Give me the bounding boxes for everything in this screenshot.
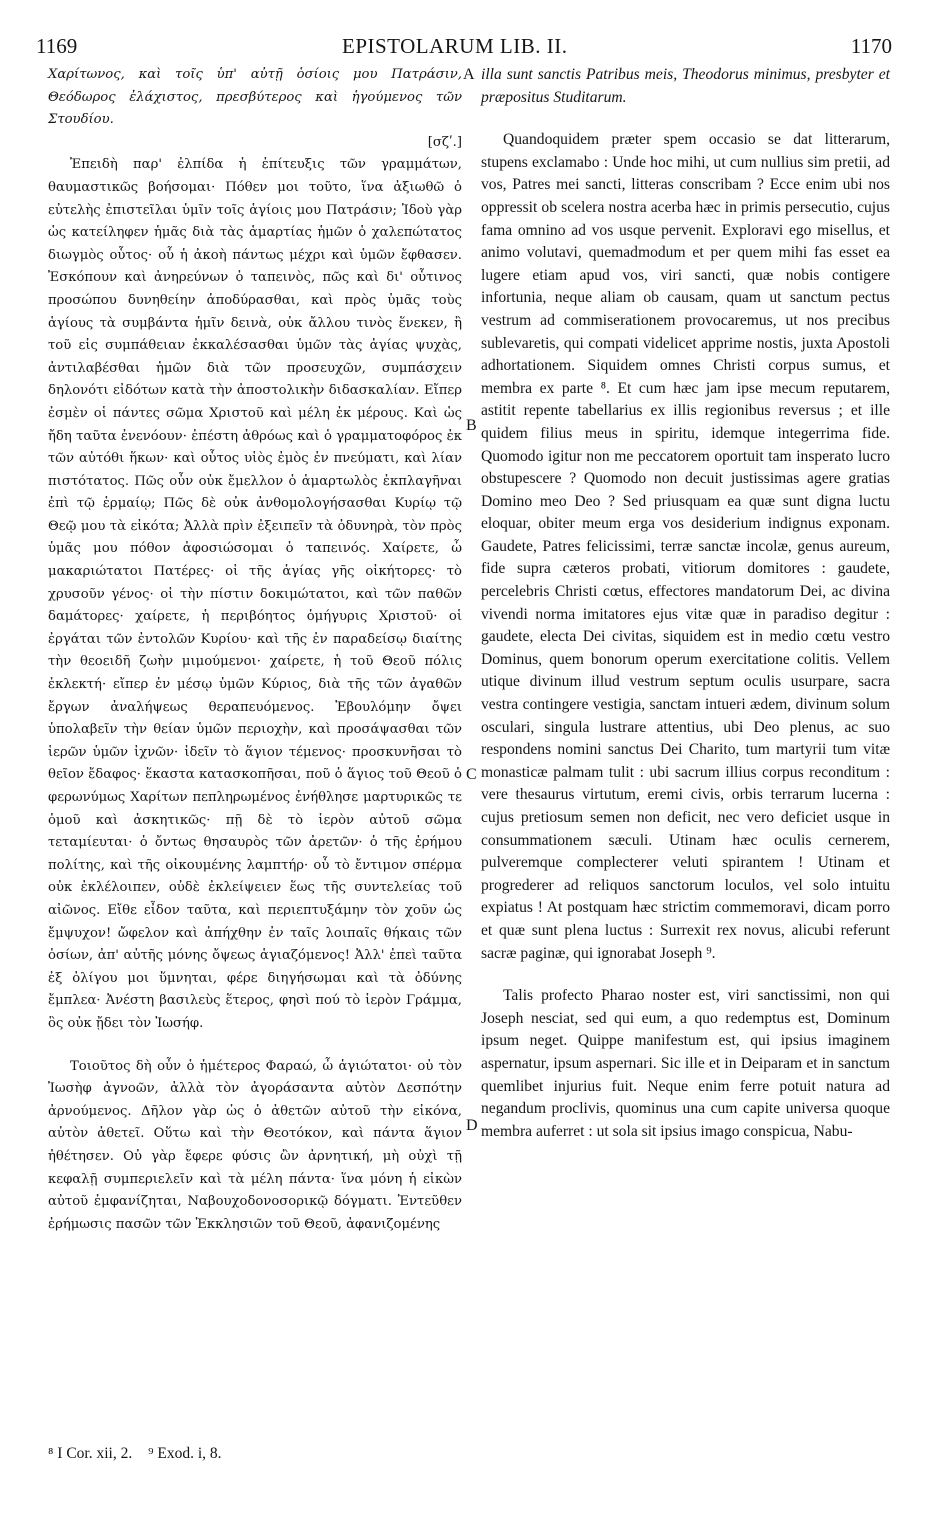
margin-letter-c: C: [466, 766, 477, 783]
letter-number: [σζʹ.]: [427, 134, 462, 150]
footnote-9: ⁹ Exod. i, 8.: [148, 1445, 222, 1462]
page-number-right: 1170: [850, 34, 892, 58]
margin-letter-b: B: [466, 417, 477, 434]
greek-letter-title: Χαρίτωνος, καὶ τοῖς ὑπ' αὐτῇ ὁσίοις μου Πατράσιν, Θεόδωρος ἐλάχιστος, πρεσβύτερος καὶ ἡγούμενος τῶν Στουδίου.: [48, 67, 462, 128]
greek-column: [48, 64, 462, 1236]
latin-paragraph-2: Talis profecto Pharao noster est, viri sanctissimi, non qui Joseph nesciat, sed qui eum, a quo redemptus est, Dominum ipsum neget. Quippe manifestum est, qui ipsius imaginem aspernatur, ipsum aspernari. Sic ille et in Deiparam et in sanctum quemlibet injurius fuit. Neque enim ferre potuit natura ad negandum proclivis, quominus una cum capite universa quoque membra auferret : ut sola sit ipsius imago conspicua, Nabu-: [481, 987, 890, 1140]
running-title: EPISTOLARUM LIB. II.: [342, 34, 568, 58]
page-number-left: 1169: [36, 34, 78, 58]
latin-column: [481, 64, 890, 1143]
footnotes: [48, 1445, 234, 1463]
greek-paragraph-1: Ἐπειδὴ παρ' ἐλπίδα ἡ ἐπίτευξις τῶν γραμμάτων, θαυμαστικῶς βοήσομαι· Πόθεν μοι τοῦτο, ἵνα ἀξιωθῶ ὁ εὐτελὴς ἐπιστεῖλαι ὑμῖν τοῖς ἁγίοις μου Πατράσιν; Ἰδοὺ γὰρ ὡς κατείληφεν ἡμᾶς διὰ τὰς ἁμαρτίας ἡμῶν ὁ χαλεπώτατος διωγμὸς οὗτος· οὗ ἡ ἀκοὴ πάντως μέχρι καὶ ὑμῶν ἔφθασεν. Ἐσκόπουν καὶ ἀνηρεύνων ὁ ταπεινὸς, πῶς καὶ δι' οὗτινος προσώπου δυνηθείην ἀποδύρασθαι, καὶ πρὸς ὑμᾶς τοὺς ἁγίους τὰ συμβάντα ἡμῖν δεινὰ, οὐκ ἄλλου τινὸς ἕνεκεν, ἢ τοῦ εἰς συμπάθειαν ἐκκαλέσασθαι ὑμῶν τὰς ἁγίας ψυχὰς, ἀντιλαβέσθαι ἡμῶν διὰ τῶν προσευχῶν, συμπάσχειν δηλονότι εἰδότων κατὰ τὴν ἀποστολικὴν διδασκαλίαν. Εἴπερ ἐσμὲν οἱ πάντες σῶμα Χριστοῦ καὶ μέλη ἐκ μέρους. Καὶ ὡς ἤδη ταῦτα ἐνενόουν· ἐπέστη ἀθρόως καὶ ὁ γραμματοφόρος ἐκ τῶν αὐτόθι ἥκων· καὶ οὗτος υἱὸς ἐμὸς ἐν πνεύματι, καὶ λίαν πιστότατος. Πῶς οὖν οὐκ ἔμελλον ὁ ἁμαρτωλὸς ἐκπλαγῆναι ἐπὶ τῷ ἑρμαίῳ; Πῶς δὲ οὐκ ἀνθομολογήσασθαι Κυρίῳ τῷ Θεῷ μου τὰ εἰκότα; Ἀλλὰ πρὶν ἐξειπεῖν τὰ ὀδυνηρὰ, τὸν πρὸς ὑμᾶς μου πόθον ἀφοσιώσομαι ὁ ταπεινός. Χαίρετε, ὦ μακαριώτατοι Πατέρες· οἱ τῆς ἁγίας γῆς οἰκήτορες· τὸ χρυσοῦν γένος· οἱ τὴν πίστιν δοκιμώτατοι, καὶ τῶν παθῶν δαμάτορες· χαίρετε, ἡ περιβόητος ὁμήγυρις Χριστοῦ· οἱ ἐργάται τῶν ἐντολῶν Κυρίου· καὶ τῆς ἐν παραδείσῳ διαίτης τὴν θεοειδῆ ζωὴν μιμούμενοι· χαίρετε, ἡ τοῦ Θεοῦ πόλις ἐκλεκτή· εἴπερ ἐν μέσῳ ὑμῶν Κύριος, διὰ τῆς τῶν ἀγαθῶν ἔργων ἀναλήψεως θεραπευόμενος. Ἐβουλόμην ὄψει ὑπολαβεῖν τὴν θείαν ὑμῶν περιοχὴν, καὶ προσάψασθαι τῶν ἱερῶν ὑμῶν ἰχνῶν· ἰδεῖν τὸ ἅγιον τέμενος· προσκυνῆσαι τὸ θεῖον ἔδαφος· ἕκαστα κατασκοπῆσαι, ποῦ ὁ ἅγιος τοῦ Θεοῦ ὁ φερωνύμως Χαρίτων πεπληρωμένος ἐνήθλησε μαρτυρικῶς τε ὁμοῦ καὶ ἀσκητικῶς· πῇ δὲ τὸ ἱερὸν αὐτοῦ σῶμα τεταμίευται· ὁ ὄντως θησαυρὸς τῶν ἀρετῶν· ὁ τῆς ἐρήμου πολίτης, καὶ τῆς οἰκουμένης λαμπτήρ· οὗ τὸ ἔντιμον σπέρμα οὐκ ἐκλέλοιπεν, οὐδὲ ἐκλείψειεν ἕως τῆς συντελείας τοῦ αἰῶνος. Εἴθε εἶδον ταῦτα, καὶ περιεπτυξάμην τὸν χοῦν ὡς ἔμψυχον! ὤφελον καὶ ἀπήχθην ἐν ταῖς λοιπαῖς θήκαις τῶν ὁσίων, ἀπ' αὐτῆς μόνης ὄψεως ἁγιαζόμενος! Ἀλλ' ἐπεὶ ταῦτα ἐξ ὀλίγου μοι ὕμνηται, φέρε διηγήσωμαι καὶ τὰ ὀδύνης ἔμπλεα· Ἀνέστη βασιλεὺς ἕτερος, φησὶ πού τὸ ἱερὸν Γράμμα, ὃς οὐκ ᾔδει τὸν Ἰωσήφ.: [48, 157, 462, 1031]
latin-paragraph-1: Quandoquidem præter spem occasio se dat litterarum, stupens exclamabo : Unde hoc mihi, ut cum nullius sim pretii, ad vos, Patres mei sancti, litteras conscribam ? Ecce enim ubi nos oppressit ob scelera nostra acerba hæc in primis persecutio, cujus fama omnino ad vos usque pervenit. Exploravi ego misellus, et animo volutavi, quemadmodum et per quem mihi fas esset ea lugere etiam apud vos, viri sancti, quæ nobis contigere infortunia, neque aliam ob causam, quam ut sanctum pectus vestrum ad commiserationem provocaremus, ut nos precibus sublevaretis, qui compati videlicet apprime nostis, juxta Apostoli adhortationem. Siquidem omnes Christi corpus sumus, et membra ex parte ⁸. Et cum hæc jam ipse mecum reputarem, astitit repente tabellarius ex illis regionibus reversus ; et ille quidem filius meus in spiritu, idemque integerrima fide. Quomodo igitur non me peccatorem oportuit tam insperato lucro obstupescere ? Quomodo non decuit justissimas agere gratias Domino meo Deo ? Sed priusquam ea quæ sunt digna luctu eloquar, obiter meum erga vos desiderium indignus exponam. Gaudete, Patres felicissimi, terræ sanctæ incolæ, genus aureum, fide supra cæteros probati, vitiorum domitores : gaudete, percelebris Christi cœtus, effectores mandatorum Dei, ac divina vivendi norma imitatores ejus vitæ quæ in paradiso degitur : gaudete, electa Dei civitas, siquidem est in medio cœtu vestro Dominus, quem bonorum operum exercitatione colitis. Vellem utique divinum illud vestrum septum oculis usurpare, sacra vestra contingere vestigia, sanctam intueri ædem, divinum solum osculari, singula lustrare attentius, ubi Deo plenus, ac suo respondens nomini sanctus Dei Charito, tum martyrii tum vitæ monasticæ palmam tulit : ubi sacrum illius corpus reconditum : vere thesaurus virtutum, eremi civis, orbis terrarum lucerna : cujus pretiosum semen non deficit, nec vero deficiet usque in consummationem sæculi. Utinam hæc oculis cernerem, pulveremque complecterer veluti spirantem ! Utinam et progrederer ad reliquos sanctorum loculos, vel solo intuitu expiatus ! At postquam hæc strictim commemoravi, dicam porro et quæ sunt plena luctus : Surrexit rex novus, alicubi referunt sacræ paginæ, qui ignorabat Joseph ⁹.: [481, 131, 890, 962]
footnote-8: ⁸ I Cor. xii, 2.: [48, 1445, 133, 1462]
running-header: [36, 34, 892, 64]
margin-letter-a: A: [463, 66, 475, 83]
latin-letter-title: illa sunt sanctis Patribus meis, Theodorus minimus, presbyter et præpositus Studitarum.: [481, 66, 890, 106]
greek-paragraph-2: Τοιοῦτος δὴ οὖν ὁ ἡμέτερος Φαραώ, ὦ ἁγιώτατοι· οὐ τὸν Ἰωσὴφ ἀγνοῶν, ἀλλὰ τὸν ἀγοράσαντα αὐτὸν Δεσπότην ἀρνούμενος. Δῆλον γὰρ ὡς ὁ ἀθετῶν αὐτοῦ τὴν εἰκόνα, αὐτὸν ἀθετεῖ. Οὕτω καὶ τὴν Θεοτόκον, καὶ πάντα ἅγιον ἠθέτησεν. Οὐ γὰρ ἔφερε φύσις ὢν ἀρνητική, μὴ οὐχὶ τῇ κεφαλῇ συμπεριελεῖν καὶ τὰ μέλη πάντα· ἵνα μόνη ἡ εἰκὼν αὐτοῦ ἐμφανίζηται, Ναβουχοδονοσορικῷ δόγματι. Ἐντεῦθεν ἐρήμωσις πασῶν τῶν Ἐκκλησιῶν τοῦ Θεοῦ, ἀφανιζομένης: [48, 1058, 462, 1232]
margin-letter-d: D: [466, 1117, 478, 1134]
